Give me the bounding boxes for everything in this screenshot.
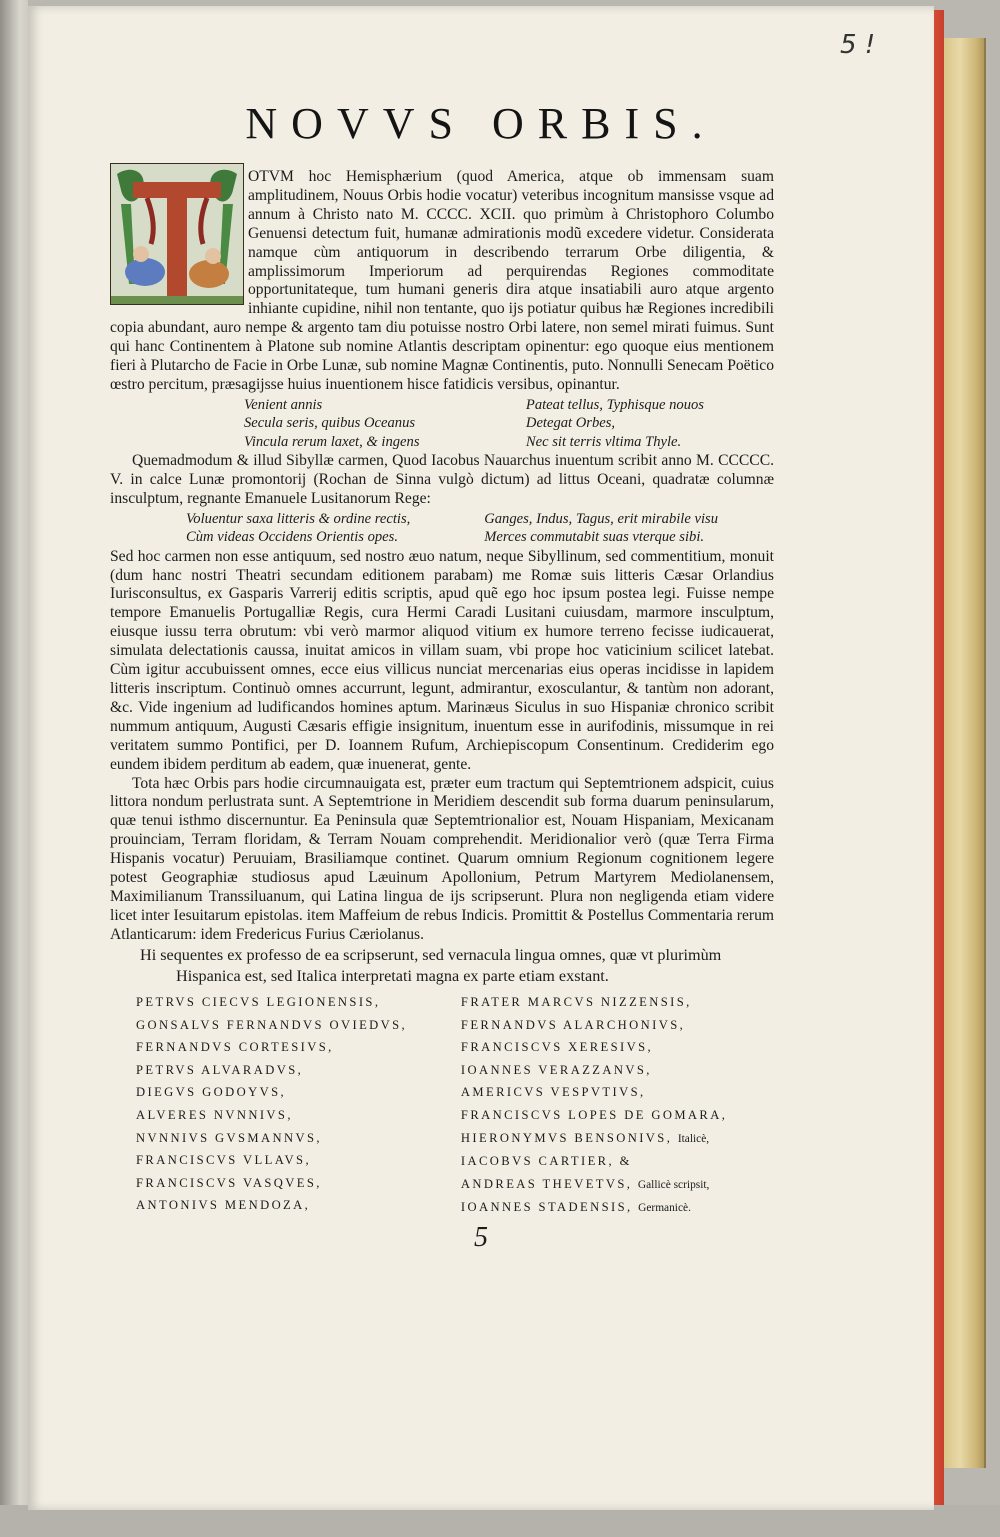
author-name: FRATER MARCVS NIZZENSIS,: [460, 995, 692, 1009]
verse-line: Secula seris, quibus Oceanus: [244, 415, 416, 432]
author-name: FRANCISCVS VLLAVS,: [136, 1153, 312, 1168]
author-language-note: Germanicè.: [638, 1202, 691, 1215]
verse-column-right: [484, 510, 718, 547]
authors-intro: [140, 945, 780, 986]
gilt-page-edge: [944, 38, 986, 1468]
author-entry: [461, 1127, 776, 1151]
handwritten-page-number: 5 !: [840, 30, 876, 60]
sibyl-verses: [110, 510, 774, 547]
verse-line: Voluentur saxa litteris & ordine rectis,: [186, 510, 411, 527]
author-name: FERNANDVS CORTESIVS,: [136, 1040, 334, 1055]
author-name: ALVERES NVNNIVS,: [136, 1107, 293, 1122]
author-name: ANDREAS THEVETVS,: [460, 1176, 633, 1191]
author-entry: [461, 1059, 776, 1082]
illuminated-letter-t-icon: [111, 164, 243, 304]
verse-line: Pateat tellus, Typhisque nouos: [525, 396, 704, 413]
author-entry: [461, 1150, 776, 1173]
author-name: NVNNIVS GVSMANNVS,: [136, 1130, 322, 1145]
author-name: FRANCISCVS VASQVES,: [136, 1175, 322, 1190]
authors-list: [136, 991, 776, 1220]
authors-column-right: [461, 991, 776, 1220]
author-name: IACOBVS CARTIER, &: [460, 1154, 632, 1169]
paragraph-1: OTVM hoc Hemisphærium (quod America, atque ob immensam suam amplitudinem, Nouus Orbis hodie vocatur) veteribus incognitum mansisse vsque ad annum à Christo nato M. CCCC. XCII. quo primùm à Christophoro Columbo Genuensi detectum fuit, humanæ admirationis modũ excedere videtur. Considerata namque cùm antiquorum in describendo terrarum Orbe diligentia, & amplissimorum Imperiorum ad perquirendas Regiones commoditate opportunitateque, tum humani generis dira atque insatiabili auro atque argento inhiante cupidine, nihil non tentante, quo ijs potiatur quibus hæ Regiones incredibili copia abundant, auro nempe & argento tam diu potuisse nostro Orbi latere, non semel mirati fuimus. Sunt qui hanc Continentem à Platone sub nomine Atlantis descriptam opinentur: ego quoque eius mentionem fieri à Plutarcho de Facie in Orbe Lunæ, sub nomine Magnæ Continentis, puto. Nonnulli Senecam Poëtico œstro percitum, præsagijsse huius inuentionem hisce fatidicis versibus, opinantur.: [110, 168, 774, 393]
author-entry: [461, 1196, 776, 1220]
author-name: FRANCISCVS XERESIVS,: [460, 1040, 654, 1055]
verse-line: Ganges, Indus, Tagus, erit mirabile visu: [484, 510, 718, 527]
author-language-note: Gallicè scripsit,: [637, 1178, 710, 1191]
authors-column-left: [136, 991, 461, 1220]
author-entry: [461, 1173, 776, 1197]
author-name: PETRVS CIECVS LEGIONENSIS,: [136, 995, 381, 1009]
paragraph-4: Tota hæc Orbis pars hodie circumnauigata est, præter eum tractum qui Septemtrionem adspicit, cuius littora nondum perlustrata sunt. A Septemtrione in Meridiem descendit sub forma duarum peninsularum, quæ tenui isthmo discernuntur. Ea Peninsula quæ Septemtrionalior est, Nouam Hispaniam, Mexicanam prouinciam, Terram floridam, & Terram Nouam comprehendit. Meridionalior verò (quæ Terra Firma Hispanis vocatur) Peruuiam, Brasiliamque continet. Quarum omnium Regionum cognitionem legere potest Geographiæ studiosus apud Læuinum Apollonium, Petrum Martyrem Mediolanensem, Maximilianum Transsiluanum, qui Latina lingua de ijs scripserunt. Plura non negligenda etiam videre licet inter Iesuitarum epistolas. item Maffeium de rebus Indicis. Promittit & Postellus Commentaria rerum Atlanticarum: idem Fredericus Furius Cæriolanus.: [110, 774, 774, 943]
paragraph-2: Quemadmodum & illud Sibyllæ carmen, Quod Iacobus Nauarchus inuentum scribit anno M. CCCCC. V. in calce Lunæ promontorij (Rochan de Sinna vulgò dictum) ad littus Oceani, quadratæ columnæ insculptum, regnante Emanuele Lusitanorum Rege:: [110, 452, 774, 507]
author-name: ANTONIVS MENDOZA,: [136, 1198, 311, 1213]
authors-intro-line-1: Hi sequentes ex professo de ea scripserunt, sed vernacula lingua omnes, quæ vt plurimùm: [140, 946, 722, 964]
author-name: DIEGVS GODOYVS,: [136, 1085, 287, 1100]
author-entry: [461, 1036, 776, 1059]
author-entry: [461, 1014, 776, 1037]
seneca-verses: [110, 396, 774, 451]
author-name: GONSALVS FERNANDVS OVIEDVS,: [136, 1017, 408, 1032]
verse-line: Vincula rerum laxet, & ingens: [244, 433, 420, 450]
book-page: [28, 6, 934, 1510]
authors-intro-line-2: Hispanica est, sed Italica interpretati magna ex parte etiam exstant.: [176, 966, 609, 985]
author-entry: [461, 991, 776, 1014]
verse-line: Nec sit terris vltima Thyle.: [525, 433, 682, 450]
verse-line: Detegat Orbes,: [525, 415, 616, 432]
decorated-initial-illustration: [110, 163, 244, 305]
verse-column-left: [180, 396, 420, 451]
author-name: PETRVS ALVARADVS,: [136, 1062, 304, 1077]
verse-column-left: [186, 510, 410, 547]
author-name: IOANNES STADENSIS,: [460, 1200, 633, 1215]
page-title: NOVVS ORBIS.: [245, 99, 717, 148]
author-name: HIERONYMVS BENSONIVS,: [460, 1130, 673, 1145]
folio-number: 5: [474, 1222, 488, 1253]
author-entry: [461, 1104, 776, 1127]
author-name: FERNANDVS ALARCHONIVS,: [460, 1017, 686, 1032]
author-name: IOANNES VERAZZANVS,: [460, 1062, 652, 1077]
verse-column-right: [526, 396, 704, 451]
verse-line: Venient annis: [244, 396, 323, 413]
verse-line: Cùm videas Occidens Orientis opes.: [186, 529, 398, 546]
author-name: AMERICVS VESPVTIVS,: [460, 1085, 646, 1100]
paragraph-3: Sed hoc carmen non esse antiquum, sed nostro æuo natum, neque Sibyllinum, sed commentitium, monuit (dum hanc nostri Theatri secundam editionem parabam) me Romæ suis litteris Cæsar Orlandius Iurisconsultus, ex Gasparis Varrerij editis scriptis, apud quẽ ego hoc ipsum postea legi. Fuisse nempe tempore Emanuelis Portugalliæ Regis, cura Hermi Caradi Lusitani cuiusdam, marmore insculptum, eiusque iussu terra obrutum: vbi verò marmor aliquod vitium ex humore terreno fecisse iudicauerat, simulata delectationis caussa, inuitat amicos in villam suam, vbi prope hoc vaticinium scilicet latebat. Cùm igitur accubuissent omnes, ecce eius villicus nunciat mercenarias eius operas incidisse in lapidem litteris inscriptum. Continuò omnes accurrunt, legunt, admirantur, exosculantur, & tantùm non adorant, &c. Vide ingenium ad ludificandos homines aptum. Marinæus Siculus in suo Hispaniæ chronico scribit nummum antiquum, Augusti Cæsaris effigie insignitum, inuentum esse in aurifodinis, missumque in rei veritatem summo Pontifici, per D. Ioannem Rufum, Archiepiscopum Consentinum. Crediderim ego eundem ibidem perditum ab eadem, quæ inuenerat, gente.: [110, 547, 774, 773]
author-entry: [461, 1081, 776, 1104]
author-name: FRANCISCVS LOPES DE GOMARA,: [460, 1107, 728, 1122]
facing-page-edge: [0, 0, 28, 1537]
verse-line: Merces commutabit suas vterque sibi.: [484, 529, 705, 546]
author-language-note: Italicè,: [677, 1132, 710, 1145]
